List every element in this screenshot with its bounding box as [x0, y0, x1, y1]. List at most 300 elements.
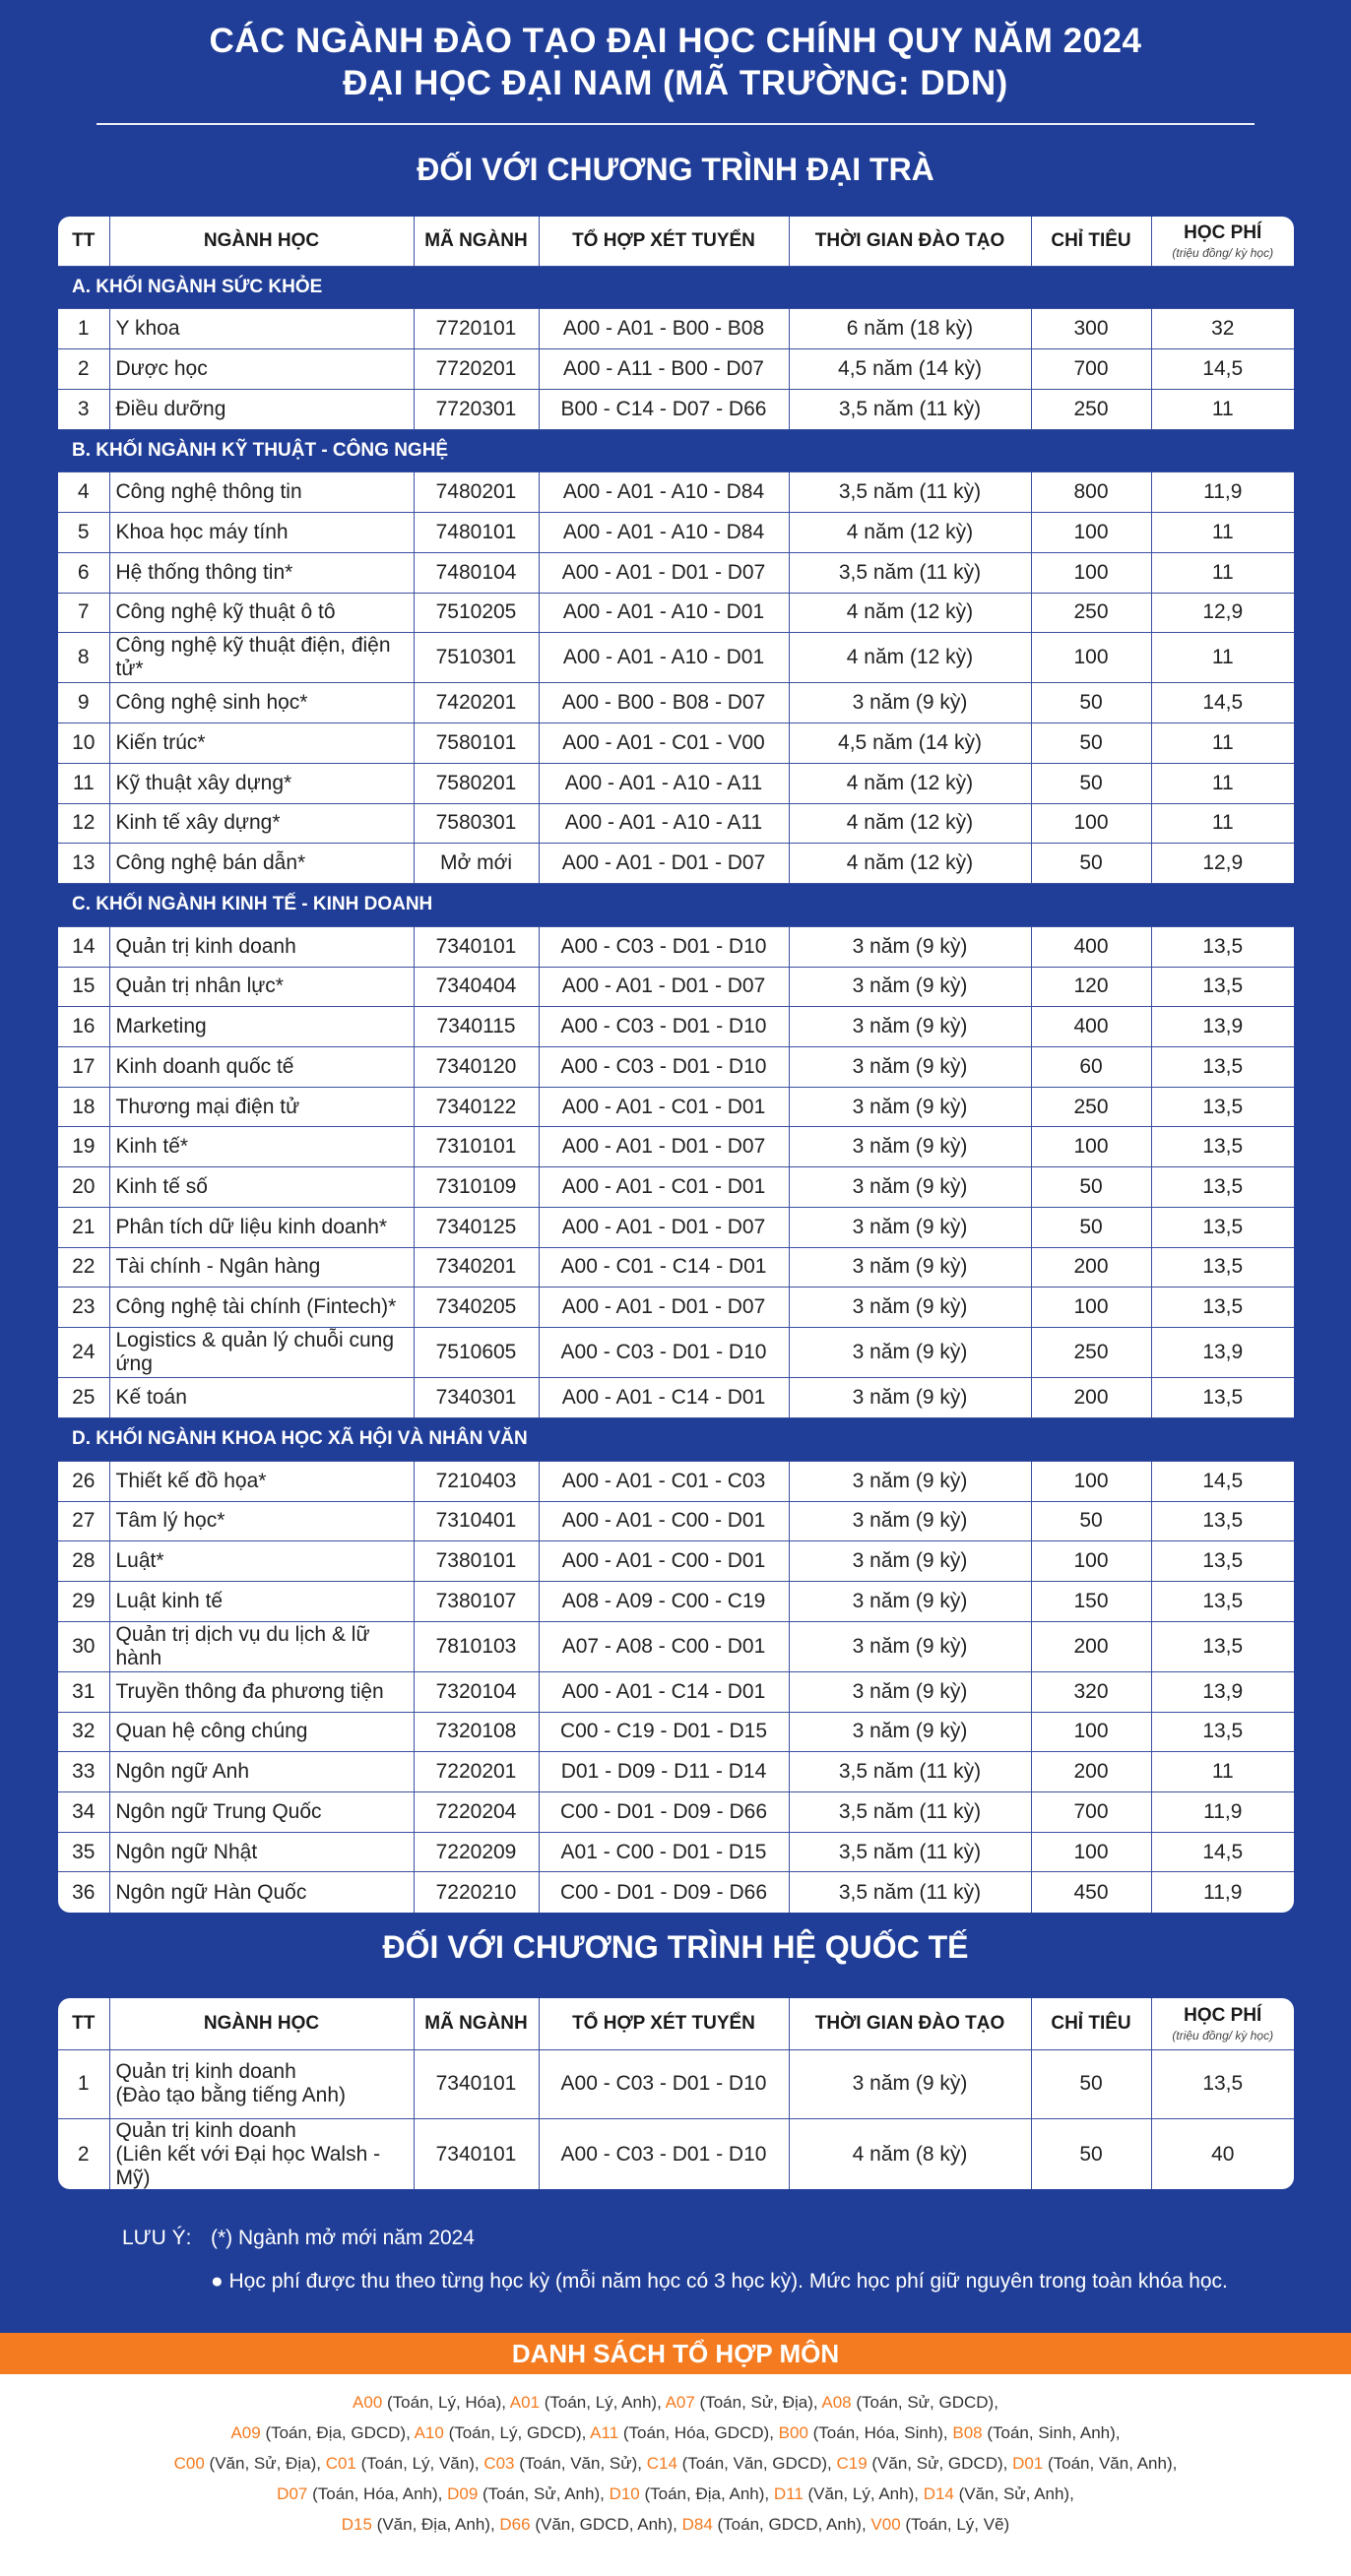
training-duration: 4 năm (12 kỳ) [789, 803, 1031, 844]
quota: 200 [1031, 1378, 1151, 1418]
major-code: 7510205 [414, 593, 539, 633]
table-row [58, 1712, 1294, 1752]
major-code: 7480104 [414, 552, 539, 593]
quota: 100 [1031, 1541, 1151, 1582]
combo-subjects: (Văn, Sử, Anh), [953, 2484, 1074, 2503]
row-number: 26 [58, 1461, 109, 1501]
subject-combination: A00 - A01 - D01 - D07 [539, 844, 789, 884]
row-number: 25 [58, 1378, 109, 1418]
major-code: 7210403 [414, 1461, 539, 1501]
quota: 320 [1031, 1671, 1151, 1712]
subject-combination: A00 - C01 - C14 - D01 [539, 1247, 789, 1288]
quota: 100 [1031, 513, 1151, 553]
combo-subjects: (Toán, Hóa, GDCD), [618, 2423, 779, 2442]
subject-combination: A00 - A01 - A10 - D01 [539, 593, 789, 633]
tuition-fee: 40 [1151, 2118, 1294, 2189]
major-name: Ngôn ngữ Trung Quốc [109, 1791, 414, 1832]
tuition-fee: 13,5 [1151, 1501, 1294, 1541]
major-code: 7510301 [414, 633, 539, 683]
tuition-fee: 13,5 [1151, 1712, 1294, 1752]
note-tuition: ● Học phí được thu theo từng học kỳ (mỗi năm học có 3 học kỳ). Mức học phí giữ nguyên trong toàn khóa học. [211, 2270, 1228, 2293]
quota: 50 [1031, 723, 1151, 764]
major-name: Kiến trúc* [109, 723, 414, 764]
table-row [58, 472, 1294, 513]
subject-combination: A00 - A01 - B00 - B08 [539, 309, 789, 349]
table-row [58, 1581, 1294, 1621]
tuition-fee: 13,5 [1151, 1047, 1294, 1088]
major-code: 7340404 [414, 967, 539, 1007]
row-number: 8 [58, 633, 109, 683]
col-duration-header: THỜI GIAN ĐÀO TẠO [789, 1998, 1031, 2049]
quota: 400 [1031, 1007, 1151, 1047]
tuition-fee: 11 [1151, 803, 1294, 844]
combo-subjects: (Toán, Sử, Anh), [478, 2484, 610, 2503]
quota: 50 [1031, 683, 1151, 723]
major-name: Dược học [109, 349, 414, 390]
quota: 100 [1031, 1712, 1151, 1752]
quota: 50 [1031, 1167, 1151, 1208]
combo-code: A07 [665, 2393, 695, 2412]
quota: 100 [1031, 1127, 1151, 1167]
training-duration: 3 năm (9 kỳ) [789, 1007, 1031, 1047]
major-code: 7310109 [414, 1167, 539, 1208]
major-code: 7220201 [414, 1752, 539, 1792]
major-name: Kinh doanh quốc tế [109, 1047, 414, 1088]
training-duration: 3,5 năm (11 kỳ) [789, 1791, 1031, 1832]
quota: 250 [1031, 389, 1151, 429]
quota: 50 [1031, 763, 1151, 803]
combo-line [0, 2393, 1351, 2413]
tuition-fee: 13,5 [1151, 1288, 1294, 1328]
quota: 800 [1031, 472, 1151, 513]
group-header-row [58, 884, 1294, 927]
tuition-fee: 11,9 [1151, 1872, 1294, 1913]
major-name: Quản trị nhân lực* [109, 967, 414, 1007]
table-row [58, 2118, 1294, 2189]
row-number: 28 [58, 1541, 109, 1582]
subject-combination: A00 - B00 - B08 - D07 [539, 683, 789, 723]
quota: 300 [1031, 309, 1151, 349]
combo-subjects: (Toán, Sử, Địa), [694, 2393, 822, 2412]
combo-code: A09 [230, 2423, 261, 2442]
major-code: 7340101 [414, 2118, 539, 2189]
subject-combination: A00 - A11 - B00 - D07 [539, 349, 789, 390]
table-row [58, 1791, 1294, 1832]
major-name: Tài chính - Ngân hàng [109, 1247, 414, 1288]
table-row [58, 1671, 1294, 1712]
combo-subjects: (Toán, Lý, Hóa), [382, 2393, 510, 2412]
quota: 150 [1031, 1581, 1151, 1621]
tuition-fee: 13,9 [1151, 1007, 1294, 1047]
major-code: 7340115 [414, 1007, 539, 1047]
training-duration: 3,5 năm (11 kỳ) [789, 552, 1031, 593]
major-code: 7310101 [414, 1127, 539, 1167]
major-code: 7720301 [414, 389, 539, 429]
training-duration: 6 năm (18 kỳ) [789, 309, 1031, 349]
col-code-header: MÃ NGÀNH [414, 217, 539, 266]
row-number: 16 [58, 1007, 109, 1047]
col-major-header: NGÀNH HỌC [109, 1998, 414, 2049]
quota: 200 [1031, 1247, 1151, 1288]
tuition-fee: 13,5 [1151, 967, 1294, 1007]
training-duration: 3 năm (9 kỳ) [789, 967, 1031, 1007]
tuition-fee: 14,5 [1151, 1461, 1294, 1501]
table-row [58, 723, 1294, 764]
combo-code: D10 [609, 2484, 640, 2503]
major-name: Công nghệ tài chính (Fintech)* [109, 1288, 414, 1328]
subject-combination: A00 - A01 - D01 - D07 [539, 1127, 789, 1167]
row-number: 20 [58, 1167, 109, 1208]
tuition-fee: 11 [1151, 1752, 1294, 1792]
major-code: 7380101 [414, 1541, 539, 1582]
major-name: Công nghệ kỹ thuật điện, điện tử* [109, 633, 414, 683]
table-row [58, 2049, 1294, 2118]
combo-line [0, 2484, 1351, 2504]
row-number: 1 [58, 309, 109, 349]
major-code: 7340120 [414, 1047, 539, 1088]
quota: 50 [1031, 1207, 1151, 1247]
col-tt-header: TT [58, 217, 109, 266]
major-name: Luật kinh tế [109, 1581, 414, 1621]
table-row [58, 593, 1294, 633]
row-number: 4 [58, 472, 109, 513]
major-code: 7220209 [414, 1832, 539, 1872]
major-code: 7510605 [414, 1328, 539, 1378]
row-number: 12 [58, 803, 109, 844]
major-name: Kỹ thuật xây dựng* [109, 763, 414, 803]
major-name: Quản trị dịch vụ du lịch & lữ hành [109, 1621, 414, 1671]
major-name: Công nghệ sinh học* [109, 683, 414, 723]
row-number: 21 [58, 1207, 109, 1247]
major-name: Kinh tế* [109, 1127, 414, 1167]
subject-combination: B00 - C14 - D07 - D66 [539, 389, 789, 429]
combo-subjects: (Toán, Lý, Vẽ) [900, 2515, 1010, 2534]
major-code: 7340125 [414, 1207, 539, 1247]
tuition-fee: 13,5 [1151, 1167, 1294, 1208]
quota: 100 [1031, 803, 1151, 844]
combo-line [0, 2515, 1351, 2535]
row-number: 3 [58, 389, 109, 429]
col-fee-header: HỌC PHÍ (triệu đồng/ kỳ học) [1151, 1998, 1294, 2049]
tuition-fee: 13,5 [1151, 1087, 1294, 1127]
tuition-fee: 13,5 [1151, 1127, 1294, 1167]
combo-subjects: (Toán, Lý, GDCD), [443, 2423, 591, 2442]
training-duration: 3 năm (9 kỳ) [789, 1501, 1031, 1541]
tuition-fee: 13,5 [1151, 2049, 1294, 2118]
table-row [58, 1127, 1294, 1167]
combo-subjects: (Văn, GDCD, Anh), [530, 2515, 682, 2534]
major-code: 7340201 [414, 1247, 539, 1288]
training-duration: 3 năm (9 kỳ) [789, 1671, 1031, 1712]
tuition-fee: 11,9 [1151, 1791, 1294, 1832]
combo-subjects: (Văn, Sử, Địa), [204, 2454, 326, 2473]
table-row [58, 1461, 1294, 1501]
group-title: C. KHỐI NGÀNH KINH TẾ - KINH DOANH [58, 884, 1294, 927]
table-row [58, 1167, 1294, 1208]
combo-subjects: (Toán, Văn, Sử), [514, 2454, 647, 2473]
notes-label: LƯU Ý: [122, 2227, 192, 2249]
table-row [58, 389, 1294, 429]
row-number: 35 [58, 1832, 109, 1872]
training-duration: 3,5 năm (11 kỳ) [789, 472, 1031, 513]
training-duration: 3 năm (9 kỳ) [789, 1621, 1031, 1671]
combo-line [0, 2454, 1351, 2474]
major-code: 7380107 [414, 1581, 539, 1621]
training-duration: 3 năm (9 kỳ) [789, 926, 1031, 967]
combos-title: DANH SÁCH TỔ HỢP MÔN [0, 2333, 1351, 2374]
major-name: Quản trị kinh doanh [109, 926, 414, 967]
tuition-fee: 11 [1151, 723, 1294, 764]
combo-code: D84 [681, 2515, 713, 2534]
training-duration: 4 năm (8 kỳ) [789, 2118, 1031, 2189]
quota: 400 [1031, 926, 1151, 967]
major-name: Ngôn ngữ Hàn Quốc [109, 1872, 414, 1913]
row-number: 24 [58, 1328, 109, 1378]
training-duration: 3,5 năm (11 kỳ) [789, 1872, 1031, 1913]
row-number: 30 [58, 1621, 109, 1671]
col-combo-header: TỔ HỢP XÉT TUYỂN [539, 217, 789, 266]
tuition-fee: 11 [1151, 763, 1294, 803]
tuition-fee: 14,5 [1151, 1832, 1294, 1872]
combo-subjects: (Toán, Lý, Anh), [540, 2393, 666, 2412]
combo-subjects: (Toán, Hóa, Anh), [307, 2484, 448, 2503]
subject-combination: A00 - C03 - D01 - D10 [539, 2049, 789, 2118]
subject-combination: A00 - A01 - C01 - D01 [539, 1167, 789, 1208]
subject-combination: A00 - A01 - C01 - C03 [539, 1461, 789, 1501]
subject-combination: A00 - A01 - C00 - D01 [539, 1501, 789, 1541]
major-name: Y khoa [109, 309, 414, 349]
quota: 120 [1031, 967, 1151, 1007]
major-name: Thiết kế đồ họa* [109, 1461, 414, 1501]
training-duration: 3,5 năm (11 kỳ) [789, 1752, 1031, 1792]
combo-subjects: (Văn, Địa, Anh), [371, 2515, 500, 2534]
table-row [58, 683, 1294, 723]
major-code: 7580301 [414, 803, 539, 844]
training-duration: 3 năm (9 kỳ) [789, 1047, 1031, 1088]
row-number: 19 [58, 1127, 109, 1167]
regular-section-title: ĐỐI VỚI CHƯƠNG TRÌNH ĐẠI TRÀ [417, 152, 934, 187]
combo-code: B08 [952, 2423, 983, 2442]
col-tt-header: TT [58, 1998, 109, 2049]
table-row [58, 1288, 1294, 1328]
quota: 250 [1031, 593, 1151, 633]
table-row [58, 1752, 1294, 1792]
tuition-fee: 13,5 [1151, 926, 1294, 967]
quota: 250 [1031, 1328, 1151, 1378]
major-name: Ngôn ngữ Nhật [109, 1832, 414, 1872]
major-code: 7720101 [414, 309, 539, 349]
quota: 50 [1031, 2049, 1151, 2118]
table-row [58, 1541, 1294, 1582]
major-name: Quan hệ công chúng [109, 1712, 414, 1752]
training-duration: 3 năm (9 kỳ) [789, 1328, 1031, 1378]
combo-line [0, 2423, 1351, 2443]
combo-subjects: (Toán, Hóa, Sinh), [807, 2423, 953, 2442]
quota: 50 [1031, 2118, 1151, 2189]
table-row [58, 1501, 1294, 1541]
tuition-fee: 13,9 [1151, 1671, 1294, 1712]
tuition-fee: 12,9 [1151, 593, 1294, 633]
training-duration: 4,5 năm (14 kỳ) [789, 723, 1031, 764]
combo-code: D15 [341, 2515, 372, 2534]
row-number: 31 [58, 1671, 109, 1712]
training-duration: 4 năm (12 kỳ) [789, 593, 1031, 633]
subject-combination: A00 - A01 - A10 - A11 [539, 803, 789, 844]
row-number: 27 [58, 1501, 109, 1541]
table-row [58, 926, 1294, 967]
tuition-fee: 12,9 [1151, 844, 1294, 884]
international-programs-table [58, 1998, 1294, 2189]
table-row [58, 633, 1294, 683]
table-row [58, 1621, 1294, 1671]
table-row [58, 349, 1294, 390]
training-duration: 3 năm (9 kỳ) [789, 2049, 1031, 2118]
group-header-row [58, 266, 1294, 309]
major-code: 7340301 [414, 1378, 539, 1418]
subject-combination: C00 - D01 - D09 - D66 [539, 1872, 789, 1913]
subject-combination: A00 - C03 - D01 - D10 [539, 926, 789, 967]
table-row [58, 309, 1294, 349]
table-row [58, 1378, 1294, 1418]
major-name: Ngôn ngữ Anh [109, 1752, 414, 1792]
table-row [58, 552, 1294, 593]
tuition-fee: 11 [1151, 389, 1294, 429]
combo-code: D01 [1012, 2454, 1044, 2473]
training-duration: 3 năm (9 kỳ) [789, 1247, 1031, 1288]
quota: 100 [1031, 1288, 1151, 1328]
training-duration: 3 năm (9 kỳ) [789, 1127, 1031, 1167]
combo-code: C00 [173, 2454, 205, 2473]
training-duration: 3,5 năm (11 kỳ) [789, 1832, 1031, 1872]
group-header-row [58, 429, 1294, 472]
row-number: 33 [58, 1752, 109, 1792]
note-new-majors: (*) Ngành mở mới năm 2024 [211, 2227, 475, 2249]
row-number: 6 [58, 552, 109, 593]
col-quota-header: CHỈ TIÊU [1031, 1998, 1151, 2049]
combo-subjects: (Toán, Địa, GDCD), [260, 2423, 415, 2442]
subject-combination: A00 - A01 - C01 - D01 [539, 1087, 789, 1127]
table-row [58, 1087, 1294, 1127]
table-row [58, 803, 1294, 844]
combo-subjects: (Toán, Lý, Văn), [355, 2454, 484, 2473]
subject-combination: A01 - C00 - D01 - D15 [539, 1832, 789, 1872]
tuition-fee: 14,5 [1151, 349, 1294, 390]
col-quota-header: CHỈ TIÊU [1031, 217, 1151, 266]
major-code: 7580101 [414, 723, 539, 764]
major-name: Thương mại điện tử [109, 1087, 414, 1127]
table-row [58, 1328, 1294, 1378]
tuition-fee: 13,5 [1151, 1621, 1294, 1671]
row-number: 1 [58, 2049, 109, 2118]
row-number: 13 [58, 844, 109, 884]
tuition-fee: 32 [1151, 309, 1294, 349]
group-title: B. KHỐI NGÀNH KỸ THUẬT - CÔNG NGHỆ [58, 429, 1294, 472]
major-name: Điều dưỡng [109, 389, 414, 429]
training-duration: 4,5 năm (14 kỳ) [789, 349, 1031, 390]
row-number: 9 [58, 683, 109, 723]
subject-combination: A00 - A01 - D01 - D07 [539, 1207, 789, 1247]
quota: 200 [1031, 1752, 1151, 1792]
major-name: Hệ thống thông tin* [109, 552, 414, 593]
combo-code: C03 [483, 2454, 515, 2473]
training-duration: 3 năm (9 kỳ) [789, 1087, 1031, 1127]
tuition-fee: 13,5 [1151, 1207, 1294, 1247]
row-number: 5 [58, 513, 109, 553]
major-name: Công nghệ thông tin [109, 472, 414, 513]
combo-code: A01 [509, 2393, 540, 2412]
regular-programs-table [58, 217, 1294, 1913]
subject-combination: A00 - A01 - A10 - D01 [539, 633, 789, 683]
major-name: Kinh tế xây dựng* [109, 803, 414, 844]
tuition-fee: 13,5 [1151, 1541, 1294, 1582]
combo-code: A08 [821, 2393, 852, 2412]
combo-subjects: (Văn, Sử, GDCD), [867, 2454, 1013, 2473]
major-code: 7480101 [414, 513, 539, 553]
table-row [58, 763, 1294, 803]
col-combo-header: TỔ HỢP XÉT TUYỂN [539, 1998, 789, 2049]
training-duration: 3 năm (9 kỳ) [789, 1712, 1031, 1752]
table-row [58, 844, 1294, 884]
row-number: 7 [58, 593, 109, 633]
major-name: Công nghệ bán dẫn* [109, 844, 414, 884]
combo-code: A00 [353, 2393, 383, 2412]
col-code-header: MÃ NGÀNH [414, 1998, 539, 2049]
col-fee-header: HỌC PHÍ (triệu đồng/ kỳ học) [1151, 217, 1294, 266]
major-name: Logistics & quản lý chuỗi cung ứng [109, 1328, 414, 1378]
combo-code: D07 [277, 2484, 308, 2503]
quota: 100 [1031, 1832, 1151, 1872]
major-code: 7320104 [414, 1671, 539, 1712]
quota: 100 [1031, 552, 1151, 593]
table-row [58, 1047, 1294, 1088]
combo-code: C19 [836, 2454, 868, 2473]
training-duration: 3 năm (9 kỳ) [789, 1541, 1031, 1582]
combos-panel [0, 2374, 1351, 2576]
quota: 50 [1031, 844, 1151, 884]
training-duration: 3 năm (9 kỳ) [789, 1167, 1031, 1208]
combo-subjects: (Toán, Địa, Anh), [639, 2484, 774, 2503]
table-row [58, 513, 1294, 553]
combo-code: A10 [414, 2423, 444, 2442]
col-duration-header: THỜI GIAN ĐÀO TẠO [789, 217, 1031, 266]
combo-code: A11 [590, 2423, 619, 2442]
combo-subjects: (Văn, Lý, Anh), [803, 2484, 924, 2503]
combo-code: D66 [499, 2515, 531, 2534]
major-name: Luật* [109, 1541, 414, 1582]
major-code: 7720201 [414, 349, 539, 390]
major-code: 7340101 [414, 2049, 539, 2118]
subject-combination: A00 - A01 - A10 - D84 [539, 472, 789, 513]
table-row [58, 1872, 1294, 1913]
row-number: 14 [58, 926, 109, 967]
subject-combination: A00 - A01 - A10 - A11 [539, 763, 789, 803]
quota: 700 [1031, 1791, 1151, 1832]
training-duration: 3 năm (9 kỳ) [789, 1288, 1031, 1328]
tuition-fee: 11 [1151, 513, 1294, 553]
training-duration: 3 năm (9 kỳ) [789, 1207, 1031, 1247]
major-name: Tâm lý học* [109, 1501, 414, 1541]
subject-combination: A00 - A01 - D01 - D07 [539, 967, 789, 1007]
row-number: 22 [58, 1247, 109, 1288]
major-name: Kinh tế số [109, 1167, 414, 1208]
combo-subjects: (Toán, Văn, Anh), [1043, 2454, 1178, 2473]
subject-combination: A00 - A01 - A10 - D84 [539, 513, 789, 553]
training-duration: 3 năm (9 kỳ) [789, 1461, 1031, 1501]
subject-combination: C00 - C19 - D01 - D15 [539, 1712, 789, 1752]
tuition-fee: 13,5 [1151, 1581, 1294, 1621]
major-code: 7220204 [414, 1791, 539, 1832]
combo-code: B00 [778, 2423, 808, 2442]
